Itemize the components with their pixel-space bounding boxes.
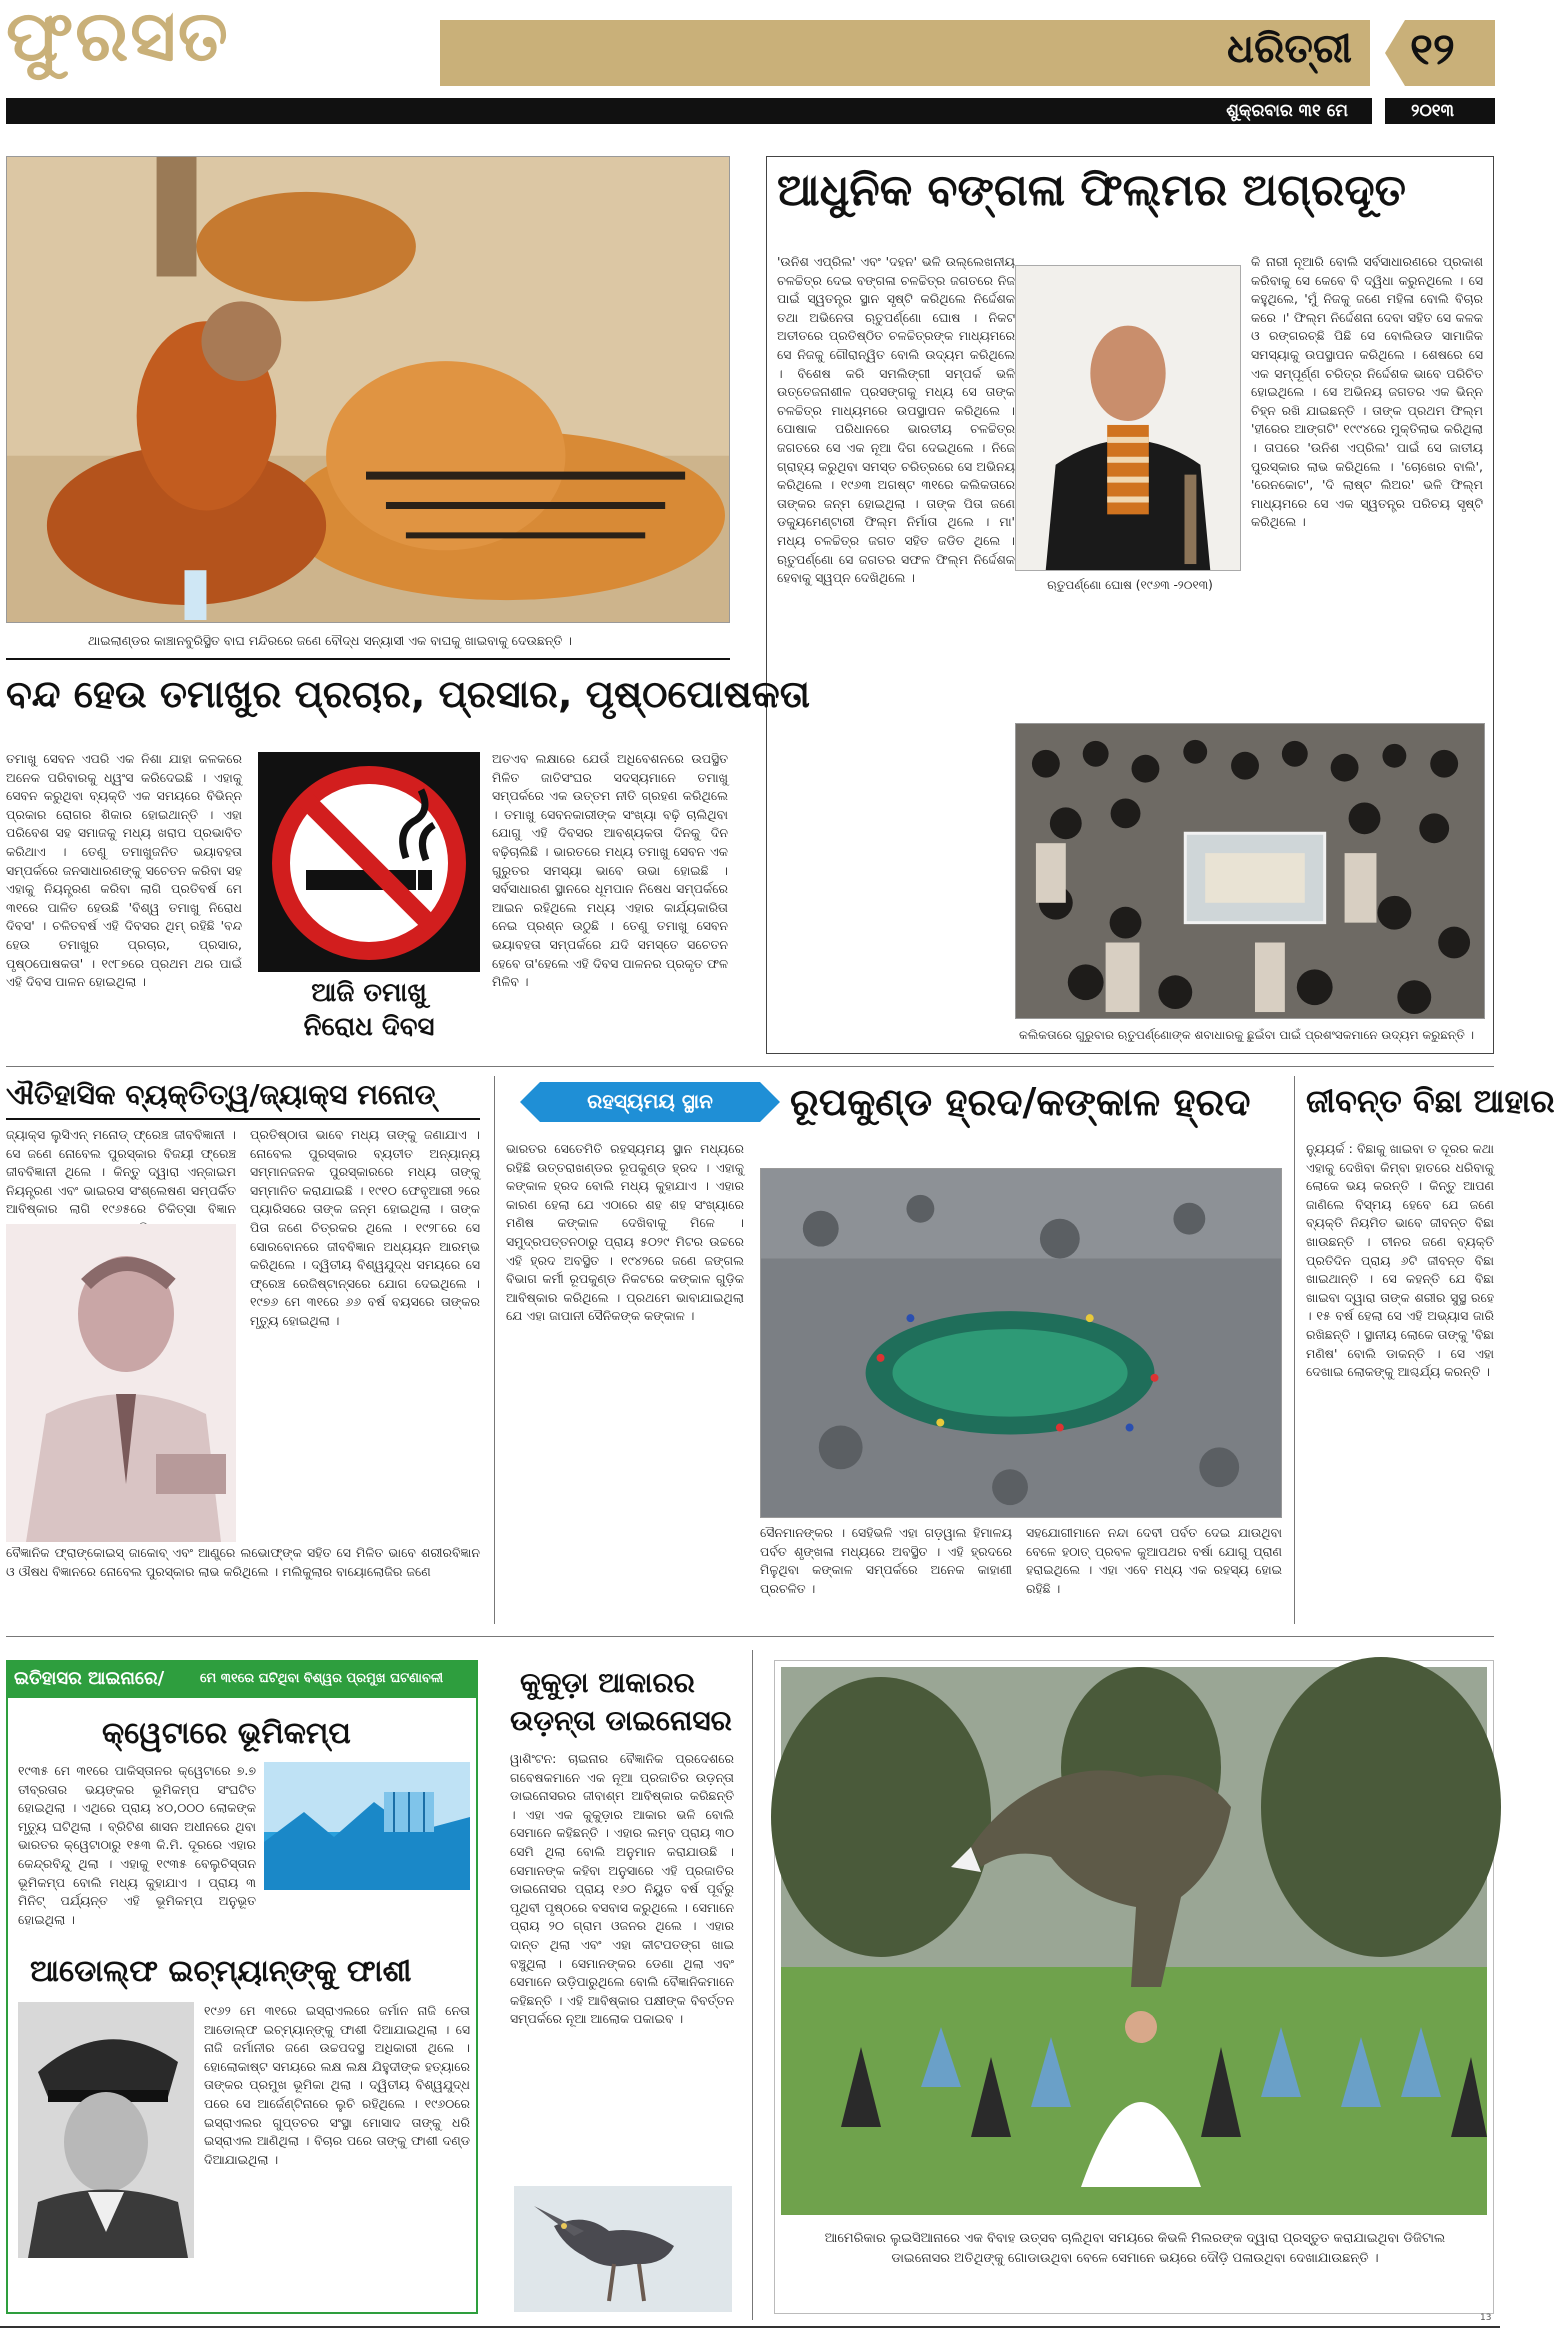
monod-body-right: ପ୍ରତିଷ୍ଠାତା ଭାବେ ମଧ୍ୟ ତାଙ୍କୁ ଜଣାଯାଏ । ନୋବେଲ ପୁରସ୍କାର ବ୍ୟତୀତ ଅନ୍ୟାନ୍ୟ ସମ୍ମାନଜନକ ପୁରସ୍କାରରେ ମଧ୍ୟ ତାଙ୍କୁ ସମ୍ମାନିତ କରାଯାଇଛି । ୧୯୧୦ ଫେବୃଆରୀ ୨ରେ ପ୍ୟାରିସରେ ତାଙ୍କ ଜନ୍ମ ହୋଇଥିଲା । ତାଙ୍କ ପିତା ଜଣେ ଚିତ୍ରକର ଥିଲେ । ୧୯୨୮ରେ ସେ ସୋରବୋନରେ ଜୀବବିଜ୍ଞାନ ଅଧ୍ୟୟନ ଆରମ୍ଭ କରିଥିଲେ । ଦ୍ୱିତୀୟ ବିଶ୍ୱଯୁଦ୍ଧ ସମୟରେ ସେ ଫ୍ରେଞ୍ଚ ରେଜିଷ୍ଟାନ୍ସରେ ଯୋଗ ଦେଇଥିଲେ । ୧୯୭୬ ମେ ୩୧ରେ ୬୬ ବର୍ଷ ବୟସରେ ତାଙ୍କର ମୃତ୍ୟୁ ହୋଇଥିଲା ।	[250, 1127, 480, 1328]
footer-rule	[0, 2326, 1500, 2328]
history-banner	[8, 1662, 476, 1698]
no-smoking-sign	[258, 752, 480, 972]
ghosh-body-col1: 'ଉନିଶ ଏପ୍ରିଲ' ଏବଂ 'ଦହନ' ଭଳି ଉଲ୍ଲେଖନୀୟ ଚଳଚ୍ଚିତ୍ର ଦେଇ ବଙ୍ଗଳା ଚଳଚ୍ଚିତ୍ର ଜଗତରେ ନିଜ ପାଇଁ ସ୍ୱତନ୍ତ୍ର ସ୍ଥାନ ସୃଷ୍ଟି କରିଥିଲେ ନିର୍ଦ୍ଦେଶକ ତଥା ଅଭିନେତା ଋତୁପର୍ଣ୍ଣୋ ଘୋଷ । ନିକଟ ଅତୀତରେ ପ୍ରତିଷ୍ଠିତ ଚଳଚ୍ଚିତ୍ରଙ୍କ ମାଧ୍ୟମରେ ସେ ନିଜକୁ ଗୌରାନ୍ୱିତ ବୋଲି ଉଦ୍ୟମ କରିଥିଲେ । ବିଶେଷ କରି ସମଲିଙ୍ଗୀ ସମ୍ପର୍କ ଭଳି ଉତ୍ତେଜନାଶୀଳ ପ୍ରସଙ୍ଗକୁ ମଧ୍ୟ ସେ ତାଙ୍କ ଚଳଚ୍ଚିତ୍ର ମାଧ୍ୟମରେ ଉପସ୍ଥାପନ କରିଥିଲେ । ପୋଷାକ ପରିଧାନରେ ଭାରତୀୟ ଚଳଚ୍ଚିତ୍ର ଜଗତରେ ସେ ଏକ ନୂଆ ଦିଗ ଦେଇଥିଲେ । ନିଜେ ଗ୍ରାହ୍ୟ କରୁଥିବା ସମସ୍ତ ଚରିତ୍ରରେ ସେ ଅଭିନୟ କରିଥିଲେ । ୧୯୬୩ ଅଗଷ୍ଟ ୩୧ରେ କଲିକତାରେ ତାଙ୍କର ଜନ୍ମ ହୋଇଥିଲା । ତାଙ୍କ ପିତା ଜଣେ ଡକ୍ୟୁମେଣ୍ଟାରୀ ଫିଲ୍ମ ନିର୍ମାତା ଥିଲେ । ମା' ମଧ୍ୟ ଚଳଚ୍ଚିତ୍ର ଜଗତ ସହିତ ଜଡିତ ଥିଲେ । ଋତୁପର୍ଣ୍ଣୋ ସେ ଜଗତର ସଫଳ ଫିଲ୍ମ ନିର୍ଦ୍ଦେଶକ ହେବାକୁ ସ୍ୱପ୍ନ ଦେଖିଥିଲେ ।	[777, 254, 1015, 586]
dino-headline-line2: ଉଡ଼ନ୍ତା ଡାଇନୋସର	[510, 1704, 732, 1737]
tobacco-body-right: ଅତଏବ ଲକ୍ଷାରେ ଯେଉଁ ଅଧିବେଶନରେ ଉପସ୍ଥିତ ମିଳିତ ଜାତିସଂଘର ସଦସ୍ୟମାନେ ତମାଖୁ ସମ୍ପର୍କରେ ଏକ ଉତ୍ତମ ନୀତି ଗ୍ରହଣ କରିଥିଲେ । ତମାଖୁ ସେବନକାରୀଙ୍କ ସଂଖ୍ୟା ବଢ଼ି ଚାଲିଥିବା ଯୋଗୁ ଏହି ଦିବସର ଆବଶ୍ୟକତା ଦିନକୁ ଦିନ ବଢ଼ିଚାଲିଛି । ଭାରତରେ ମଧ୍ୟ ତମାଖୁ ସେବନ ଏକ ଗୁରୁତର ସମସ୍ୟା ଭାବେ ଉଭା ହୋଇଛି । ସର୍ବସାଧାରଣ ସ୍ଥାନରେ ଧୂମପାନ ନିଷେଧ ସମ୍ପର୍କରେ ଆଇନ ରହିଥିଲେ ମଧ୍ୟ ଏହାର କାର୍ଯ୍ୟକାରିତା ନେଇ ପ୍ରଶ୍ନ ଉଠୁଛି । ତେଣୁ ତମାଖୁ ସେବନ ଭୟାବହତା ସମ୍ପର୍କରେ ଯଦି ସମସ୍ତେ ସଚେତନ ହେବେ ତା'ହେଲେ ଏହି ଦିବସ ପାଳନର ପ୍ରକୃତ ଫଳ ମିଳିବ ।	[492, 751, 728, 990]
monod-rule	[6, 1118, 480, 1120]
ghosh-story-box	[766, 156, 1494, 1054]
year-bar	[1385, 98, 1495, 124]
eichmann-headline: ଆଡୋଲ୍ଫ ଇଚ୍‌ମ୍ୟାନ୍‌ଙ୍କୁ ଫାଶୀ	[30, 1954, 412, 1989]
quake-body-continued	[18, 1890, 470, 1946]
section-title: ଫୁରସତ	[6, 0, 230, 77]
roopkund-body-bottom-right: ସହଯୋଗୀମାନେ ନନ୍ଦା ଦେବୀ ପର୍ବତ ଦେଇ ଯାଉଥିବା ବେଳେ ହଠାତ୍ ପ୍ରବଳ କୁଆପଥର ବର୍ଷା ଯୋଗୁ ପ୍ରାଣ ହରାଇଥିଲେ । ଏହା ଏବେ ମଧ୍ୟ ଏକ ରହସ୍ୟ ହୋଇ ରହିଛି ।	[1026, 1525, 1282, 1596]
wedding-story-box	[774, 1660, 1494, 2314]
quake-rubble-photo	[264, 1762, 470, 1890]
roopkund-headline: ରୂପକୁଣ୍ଡ ହ୍ରଦ/କଙ୍କାଳ ହ୍ରଦ	[790, 1080, 1251, 1124]
monod-portrait	[6, 1224, 236, 1542]
monod-body-top: ଜ୍ୟାକ୍ସ ଲୁସିଏନ୍ ମନୋଡ୍ ଫ୍ରେଞ୍ଚ ଜୀବବିଜ୍ଞାନୀ । ସେ ଜଣେ ନୋବେଲ ପୁରସ୍କାର ବିଜୟୀ ଫ୍ରେଞ୍ଚ ଜୀବବିଜ୍ଞାନୀ ଥିଲେ । କିନ୍ତୁ ଦ୍ୱାରା ଏନ୍‌ଜାଇମ ନିୟନ୍ତ୍ରଣ ଏବଂ ଭାଇରସ ସଂଶ୍ଲେଷଣ ସମ୍ପର୍କିତ ଆବିଷ୍କାର ଲାଗି ୧୯୬୫ରେ ଚିକିତ୍ସା ବିଜ୍ଞାନ	[6, 1127, 236, 1217]
tobacco-top-rule	[6, 658, 730, 660]
tobacco-day-line2: ନିରୋଧ ଦିବସ	[303, 1012, 435, 1042]
dino-headline-line1: କୁକୁଡ଼ା ଆକାରର	[520, 1666, 695, 1699]
tobacco-body-left: ତମାଖୁ ସେବନ ଏପରି ଏକ ନିଶା ଯାହା କଳକରେ ଅନେକ ପରିବାରକୁ ଧ୍ୱଂସ କରିଦେଇଛି । ଏହାକୁ ସେବନ କରୁଥିବା ବ୍ୟକ୍ତି ଏକ ସମୟରେ ବିଭିନ୍ନ ପ୍ରକାର ରୋଗର ଶିକାର ହୋଇଥାନ୍ତି । ଏହା ପରିବେଶ ସହ ସମାଜକୁ ମଧ୍ୟ ଖରାପ ପ୍ରଭାବିତ କରିଥାଏ । ତେଣୁ ତମାଖୁଜନିତ ଭୟାବହତା ସମ୍ପର୍କରେ ଜନସାଧାରଣଙ୍କୁ ସଚେତନ କରିବା ସହ ଏହାକୁ ନିୟନ୍ତ୍ରଣ କରିବା ଲାଗି ପ୍ରତିବର୍ଷ ମେ ୩୧ରେ ପାଳିତ ହେଉଛି 'ବିଶ୍ୱ ତମାଖୁ ନିରୋଧ ଦିବସ' । ଚଳିତବର୍ଷ ଏହି ଦିବସର ଥିମ୍ ରହିଛି 'ବନ୍ଦ ହେଉ ତମାଖୁର ପ୍ରଚାର, ପ୍ରସାର, ପୃଷ୍ଠପୋଷକତା' । ୧୯୮୭ରେ ପ୍ରଥମ ଥର ପାଇଁ ଏହି ଦିବସ ପାଳନ ହୋଇଥିଲା ।	[6, 751, 242, 990]
history-box	[6, 1660, 478, 2314]
monod-body-bottom: ବୈଜ୍ଞାନିକ ଫ୍ରାଙ୍କୋଇସ୍ ଜାକୋବ୍ ଏବଂ ଆଣ୍ଡ୍ରେ ଲଭୋଫ୍‌ଙ୍କ ସହିତ ସେ ମିଳିତ ଭାବେ ଶରୀରବିଜ୍ଞାନ ଓ ଔଷଧ ବିଜ୍ଞାନରେ ନୋବେଲ ପୁରସ୍କାର ଲାଭ କରିଥିଲେ । ମଲିକୁଲାର ବାୟୋଲୋଜିର ଜଣେ	[6, 1545, 480, 1579]
date-bar	[6, 98, 1372, 124]
row4-rule	[6, 1636, 1494, 1637]
tiger-photo-caption: ଥାଇଲାଣ୍ଡର କାଞ୍ଚାନବୁରିସ୍ଥିତ ବାଘ ମନ୍ଦିରରେ ଜଣେ ବୌଦ୍ଧ ସନ୍ୟାସୀ ଏକ ବାଘକୁ ଖାଇବାକୁ ଦେଉଛନ୍ତି ।	[88, 633, 573, 648]
roopkund-body-top: ଭାରତର ସେତେମିତି ରହସ୍ୟମୟ ସ୍ଥାନ ମଧ୍ୟରେ ରହିଛି ଉତ୍ତରାଖଣ୍ଡର ରୂପକୁଣ୍ଡ ହ୍ରଦ । ଏହାକୁ କଙ୍କାଳ ହ୍ରଦ ବୋଲି ମଧ୍ୟ କୁହାଯାଏ । ଏହାର କାରଣ ହେଲା ଯେ ଏଠାରେ ଶହ ଶହ ସଂଖ୍ୟାରେ ମଣିଷ କଙ୍କାଳ ଦେଖିବାକୁ ମିଳେ । ସମୁଦ୍ରପତ୍ତନଠାରୁ ପ୍ରାୟ ୫୦୨୯ ମିଟର ଉଚ୍ଚରେ ଏହି ହ୍ରଦ ଅବସ୍ଥିତ । ୧୯୪୨ରେ ଜଣେ ଜଙ୍ଗଲ ବିଭାଗ କର୍ମୀ ରୂପକୁଣ୍ଡ ନିକଟରେ କଙ୍କାଳ ଗୁଡ଼ିକ ଆବିଷ୍କାର କରିଥିଲେ । ପ୍ରଥମେ ଭାବାଯାଇଥିଲା ଯେ ଏହା ଜାପାନୀ ସୈନିକଙ୍କ କଙ୍କାଳ ।	[506, 1141, 744, 1324]
page-number: ୧୨	[1410, 24, 1455, 75]
tiger-monk-photo	[6, 156, 730, 623]
tobacco-headline: ବନ୍ଦ ହେଉ ତମାଖୁର ପ୍ରଚାର, ପ୍ରସାର, ପୃଷ୍ଠପୋଷକତା	[6, 672, 810, 716]
eichmann-body: ୧୯୬୨ ମେ ୩୧ରେ ଇସ୍ରାଏଲରେ ଜର୍ମାନ ନାଜି ନେତା ଆଡୋଲ୍ଫ ଇଚ୍‌ମ୍ୟାନ୍‌ଙ୍କୁ ଫାଶୀ ଦିଆଯାଇଥିଲା । ସେ ନାଜି ଜର୍ମାନୀର ଜଣେ ଉଚ୍ଚପଦସ୍ଥ ଅଧିକାରୀ ଥିଲେ । ହୋଲୋକାଷ୍ଟ ସମୟରେ ଲକ୍ଷ ଲକ୍ଷ ଯିହୁଦୀଙ୍କ ହତ୍ୟାରେ ତାଙ୍କର ପ୍ରମୁଖ ଭୂମିକା ଥିଲା । ଦ୍ୱିତୀୟ ବିଶ୍ୱଯୁଦ୍ଧ ପରେ ସେ ଆର୍ଜେଣ୍ଟିନାରେ ଲୁଚି ରହିଥିଲେ । ୧୯୬୦ରେ ଇସ୍ରାଏଲର ଗୁପ୍ତଚର ସଂସ୍ଥା ମୋସାଦ ତାଙ୍କୁ ଧରି ଇସ୍ରାଏଲ ଆଣିଥିଲା । ବିଚାର ପରେ ତାଙ୍କୁ ଫାଶୀ ଦଣ୍ଡ ଦିଆଯାଇଥିଲା ।	[204, 2003, 470, 2167]
wedding-dinosaur-caption: ଆମେରିକାର ଲୁଇସିଆନାରେ ଏକ ବିବାହ ଉତ୍ସବ ଚାଲିଥିବା ସମୟରେ କିଭଳି ମିଲରଙ୍କ ଦ୍ୱାରା ପ୍ରସ୍ତୁତ କରାଯାଇଥିବା ଡିଜିଟାଲ ଡାଇନୋସର ଅତିଥିଙ୍କୁ ଗୋଡାଉଥିବା ବେଳେ ସେମାନେ ଭୟରେ ଦୌଡ଼ି ପଳାଉଥିବା ଦେଖାଯାଉଛନ୍ତି ।	[824, 2231, 1446, 2266]
row3-rule	[6, 1066, 1494, 1067]
year-text: ୨୦୧୩	[1411, 101, 1454, 121]
monod-divider	[494, 1076, 495, 1624]
ghosh-headline: ଆଧୁନିକ ବଙ୍ଗଳା ଫିଲ୍ମର ଅଗ୍ରଦୂତ	[777, 165, 1407, 216]
date-text: ଶୁକ୍ରବାର ୩୧ ମେ	[1226, 101, 1348, 121]
monod-headline: ଐତିହାସିକ ବ୍ୟକ୍ତିତ୍ୱ/ଜ୍ୟାକ୍ସ ମନୋଡ୍	[6, 1078, 436, 1111]
footer-folio: 13	[1480, 2313, 1492, 2323]
section-banner	[440, 20, 1370, 86]
eichmann-portrait	[18, 2002, 194, 2258]
dino-body: ୱାଶିଂଟନ: ଚାଇନାର ବୈଜ୍ଞାନିକ ପ୍ରଦେଶରେ ଗବେଷକମାନେ ଏକ ନୂଆ ପ୍ରଜାତିର ଉଡ଼ନ୍ତା ଡାଇନୋସରର ଜୀବାଶ୍ମ ଆବିଷ୍କାର କରିଛନ୍ତି । ଏହା ଏକ କୁକୁଡ଼ାର ଆକାର ଭଳି ବୋଲି ସେମାନେ କହିଛନ୍ତି । ଏହାର ଲମ୍ବ ପ୍ରାୟ ୩୦ ସେମି ଥିଲା ବୋଲି ଅନୁମାନ କରାଯାଉଛି । ସେମାନଙ୍କ କହିବା ଅନୁସାରେ ଏହି ପ୍ରଜାତିର ଡାଇନୋସର ପ୍ରାୟ ୧୬୦ ନିୟୁତ ବର୍ଷ ପୂର୍ବରୁ ପୃଥିବୀ ପୃଷ୍ଠରେ ବସବାସ କରୁଥିଲେ । ସେମାନେ ପ୍ରାୟ ୨୦ ଗ୍ରାମ ଓଜନର ଥିଲେ । ଏହାର ଦାନ୍ତ ଥିଲା ଏବଂ ଏହା କୀଟପତଙ୍ଗ ଖାଇ ବଞ୍ଚୁଥିଲା । ସେମାନଙ୍କର ଡେଣା ଥିଲା ଏବଂ ସେମାନେ ଉଡ଼ିପାରୁଥିଲେ ବୋଲି ବୈଜ୍ଞାନିକମାନେ କହିଛନ୍ତି । ଏହି ଆବିଷ୍କାର ପକ୍ଷୀଙ୍କ ବିବର୍ତ୍ତନ ସମ୍ପର୍କରେ ନୂଆ ଆଲୋକ ପକାଇବ ।	[510, 1751, 734, 2027]
ghosh-portrait	[1015, 265, 1241, 571]
history-banner-subtitle: ମେ ୩୧ରେ ଘଟିଥିବା ବିଶ୍ୱର ପ୍ରମୁଖ ଘଟଣାବଳୀ	[200, 1671, 444, 1686]
quake-headline: କ୍ୱେଟାରେ ଭୂମିକମ୍ପ	[102, 1716, 351, 1751]
section-name: ଧରିତ୍ରୀ	[1227, 26, 1352, 72]
scorpion-headline: ଜୀବନ୍ତ ବିଛା ଆହାର	[1306, 1082, 1555, 1120]
history-banner-title: ଇତିହାସର ଆଇନାରେ/	[14, 1668, 165, 1689]
ghosh-portrait-caption: ଋତୁପର୍ଣ୍ଣୋ ଘୋଷ (୧୯୬୩ -୨୦୧୩)	[1047, 578, 1213, 592]
ghosh-body-col2: କି ନାରୀ ନୂଆରି ବୋଲି ସର୍ବସାଧାରଣରେ ପ୍ରକାଶ କରିବାକୁ ସେ କେବେ ବି ଦ୍ୱିଧା କରୁନଥିଲେ । ସେ କହୁଥିଲେ, 'ମୁଁ ନିଜକୁ ଜଣେ ମହିଳା ବୋଲି ବିଚାର କରେ ।' ଫିଲ୍ମ ନିର୍ଦ୍ଦେଶନା ଦେବା ସହିତ ସେ କଳକ ଓ ରଙ୍ଗରଚ୍ଛି ପିଛି ସେ ବୋଲିଉଡ ସାମାଜିକ ସମସ୍ୟାକୁ ଉପସ୍ଥାପନ କରିଥିଲେ । ଶେଷରେ ସେ ଏକ ସମ୍ପୂର୍ଣ୍ଣ ଚରିତ୍ର ନିର୍ଦ୍ଦେଶକ ଭାବେ ପରିଚିତ ହୋଇଥିଲେ । ସେ ଅଭିନୟ ଜଗତର ଏକ ଭିନ୍ନ ଚିହ୍ନ ରଖି ଯାଇଛନ୍ତି । ତାଙ୍କ ପ୍ରଥମ ଫିଲ୍ମ 'ହୀରେର ଆଙ୍ଗଟି' ୧୯୯୪ରେ ମୁକ୍ତିଲାଭ କରିଥିଲା । ତାପରେ 'ଉନିଶ ଏପ୍ରିଲ' ପାଇଁ ସେ ଜାତୀୟ ପୁରସ୍କାର ଲାଭ କରିଥିଲେ । 'ଚୋଖେର ବାଲି', 'ରେନକୋଟ', 'ଦି ଲାଷ୍ଟ ଲିଅର' ଭଳି ଫିଲ୍ମ ମାଧ୍ୟମରେ ସେ ଏକ ସ୍ୱତନ୍ତ୍ର ପରିଚୟ ସୃଷ୍ଟି କରିଥିଲେ ।	[1251, 254, 1483, 530]
roopkund-body-bottom-left: ସୈନମାନଙ୍କର । ସେହିଭଳି ଏହା ଗଡ଼ୱାଲ ହିମାଳୟ ପର୍ବତ ଶୃଙ୍ଖଳା ମଧ୍ୟରେ ଅବସ୍ଥିତ । ଏହି ହ୍ରଦରେ ମିଳୁଥିବା କଙ୍କାଳ ସମ୍ପର୍କରେ ଅନେକ କାହାଣୀ ପ୍ରଚଳିତ ।	[760, 1525, 1012, 1596]
roopkund-kicker: ରହସ୍ୟମୟ ସ୍ଥାନ	[587, 1089, 713, 1113]
no-smoking-icon	[266, 760, 472, 966]
funeral-crowd-photo	[1015, 723, 1485, 1019]
dino-divider	[752, 1650, 753, 2320]
roopkund-lake-photo	[760, 1168, 1282, 1518]
roopkund-divider	[1294, 1076, 1295, 1624]
tobacco-day-line1: ଆଜି ତମାଖୁ	[311, 978, 427, 1008]
quake-body: ୧୯୩୫ ମେ ୩୧ରେ ପାକିସ୍ତାନର କ୍ୱେଟାରେ ୭.୭ ତୀବ୍ରତାର ଭୟଙ୍କର ଭୂମିକମ୍ପ ସଂଘଟିତ ହୋଇଥିଲା । ଏଥିରେ ପ୍ରାୟ ୪୦,୦୦୦ ଲୋକଙ୍କ ମୃତ୍ୟୁ ଘଟିଥିଲା । ବ୍ରିଟିଶ ଶାସନ ଅଧୀନରେ ଥିବା ଭାରତର କ୍ୱେଟାଠାରୁ ୧୫୩ କି.ମି. ଦୂରରେ ଏହାର କେନ୍ଦ୍ରବିନ୍ଦୁ ଥିଲା । ଏହାକୁ ୧୯୩୫ ବେଲୁଚିସ୍ତାନ ଭୂମିକମ୍ପ ବୋଲି ମଧ୍ୟ କୁହାଯାଏ । ପ୍ରାୟ ୩ ମିନିଟ୍ ପର୍ଯ୍ୟନ୍ତ ଏହି ଭୂମିକମ୍ପ ଅନୁଭୂତ ହୋଇଥିଲା ।	[18, 1763, 256, 1927]
funeral-crowd-caption: କଲିକତାରେ ଗୁରୁବାର ଋତୁପର୍ଣ୍ଣୋଙ୍କ ଶବାଧାରକୁ ଛୁଇଁବା ପାଇଁ ପ୍ରଶଂସକମାନେ ଉଦ୍ୟମ କରୁଛନ୍ତି ।	[1019, 1028, 1474, 1042]
flying-dinosaur-photo	[514, 2186, 732, 2312]
wedding-dinosaur-photo	[781, 1667, 1487, 2215]
scorpion-body: ନ୍ୟୁୟର୍କ : ବିଛାକୁ ଖାଇବା ତ ଦୂରର କଥା ଏହାକୁ ଦେଖିବା କିମ୍ବା ହାତରେ ଧରିବାକୁ ଲୋକେ ଭୟ କରନ୍ତି । କିନ୍ତୁ ଆପଣ ଜାଣିଲେ ବିସ୍ମୟ ହେବେ ଯେ ଜଣେ ବ୍ୟକ୍ତି ନିୟମିତ ଭାବେ ଜୀବନ୍ତ ବିଛା ଖାଉଛନ୍ତି । ଚୀନର ଜଣେ ବ୍ୟକ୍ତି ପ୍ରତିଦିନ ପ୍ରାୟ ୬ଟି ଜୀବନ୍ତ ବିଛା ଖାଇଥାନ୍ତି । ସେ କହନ୍ତି ଯେ ବିଛା ଖାଇବା ଦ୍ୱାରା ତାଙ୍କ ଶରୀର ସୁସ୍ଥ ରହେ । ୧୫ ବର୍ଷ ହେଲା ସେ ଏହି ଅଭ୍ୟାସ ଜାରି ରଖିଛନ୍ତି । ସ୍ଥାନୀୟ ଲୋକେ ତାଙ୍କୁ 'ବିଛା ମଣିଷ' ବୋଲି ଡାକନ୍ତି । ସେ ଏହା ଦେଖାଇ ଲୋକଙ୍କୁ ଆଶ୍ଚର୍ଯ୍ୟ କରନ୍ତି ।	[1306, 1141, 1494, 1380]
